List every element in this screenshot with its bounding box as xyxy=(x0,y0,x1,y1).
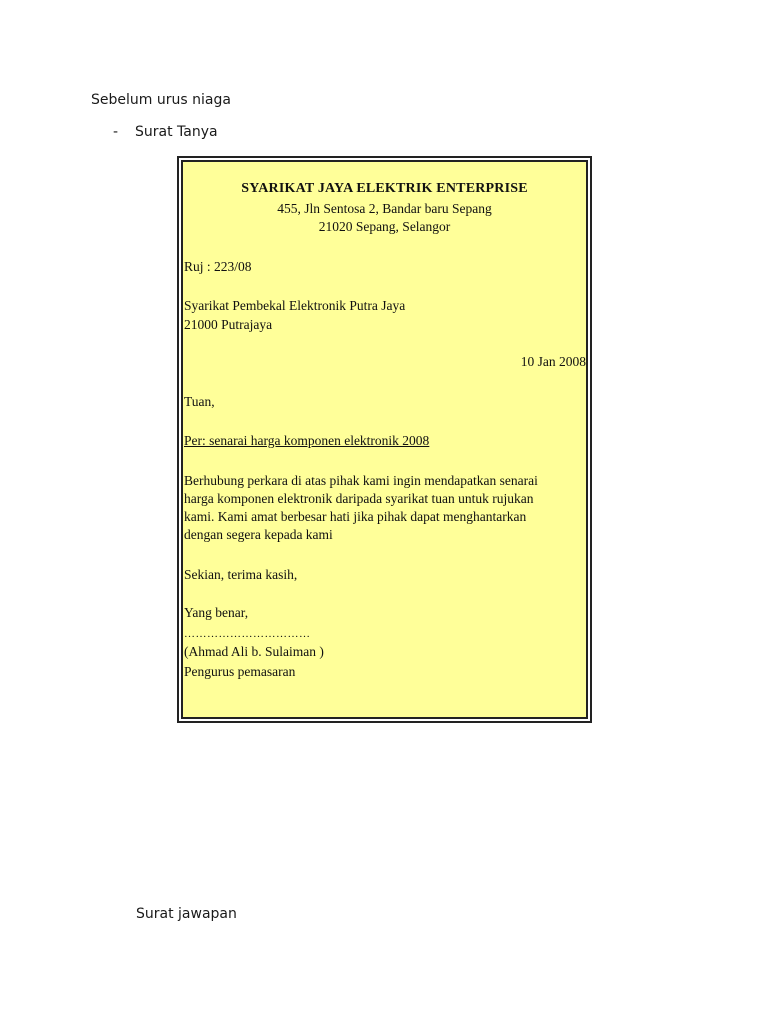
reply-letter-label: Surat jawapan xyxy=(136,906,237,922)
bullet-marker: - xyxy=(113,124,119,140)
body-line: Berhubung perkara di atas pihak kami ingin mendapatkan senarai xyxy=(184,473,538,488)
body-line: kami. Kami amat berbesar hati jika pihak dapat menghantarkan xyxy=(184,509,527,524)
signer-title: Pengurus pemasaran xyxy=(184,664,296,679)
salutation: Tuan, xyxy=(184,394,215,409)
bullet-item xyxy=(113,124,218,140)
body-line: dengan segera kepada kami xyxy=(184,527,333,542)
closing-thanks: Sekian, terima kasih, xyxy=(184,567,298,582)
signer-name: (Ahmad Ali b. Sulaiman ) xyxy=(184,644,324,659)
letter-box xyxy=(181,160,588,719)
company-address-line1: 455, Jln Sentosa 2, Bandar baru Sepang xyxy=(277,201,492,216)
reference-number: Ruj : 223/08 xyxy=(184,259,252,274)
recipient-address: 21000 Putrajaya xyxy=(184,317,273,332)
letter-body xyxy=(184,472,584,544)
letter-subject: Per: senarai harga komponen elektronik 2008 xyxy=(184,433,430,448)
section-heading: Sebelum urus niaga xyxy=(91,92,231,108)
signature-line: …………………………… xyxy=(184,628,311,640)
letter-date: 10 Jan 2008 xyxy=(520,354,586,369)
bullet-label: Surat Tanya xyxy=(135,124,218,140)
recipient-name: Syarikat Pembekal Elektronik Putra Jaya xyxy=(184,298,406,313)
letter-frame xyxy=(177,156,592,723)
body-line: harga komponen elektronik daripada syarikat tuan untuk rujukan xyxy=(184,491,534,506)
closing-yours: Yang benar, xyxy=(184,605,249,620)
company-address-line2: 21020 Sepang, Selangor xyxy=(318,219,451,234)
company-name: SYARIKAT JAYA ELEKTRIK ENTERPRISE xyxy=(241,181,528,196)
